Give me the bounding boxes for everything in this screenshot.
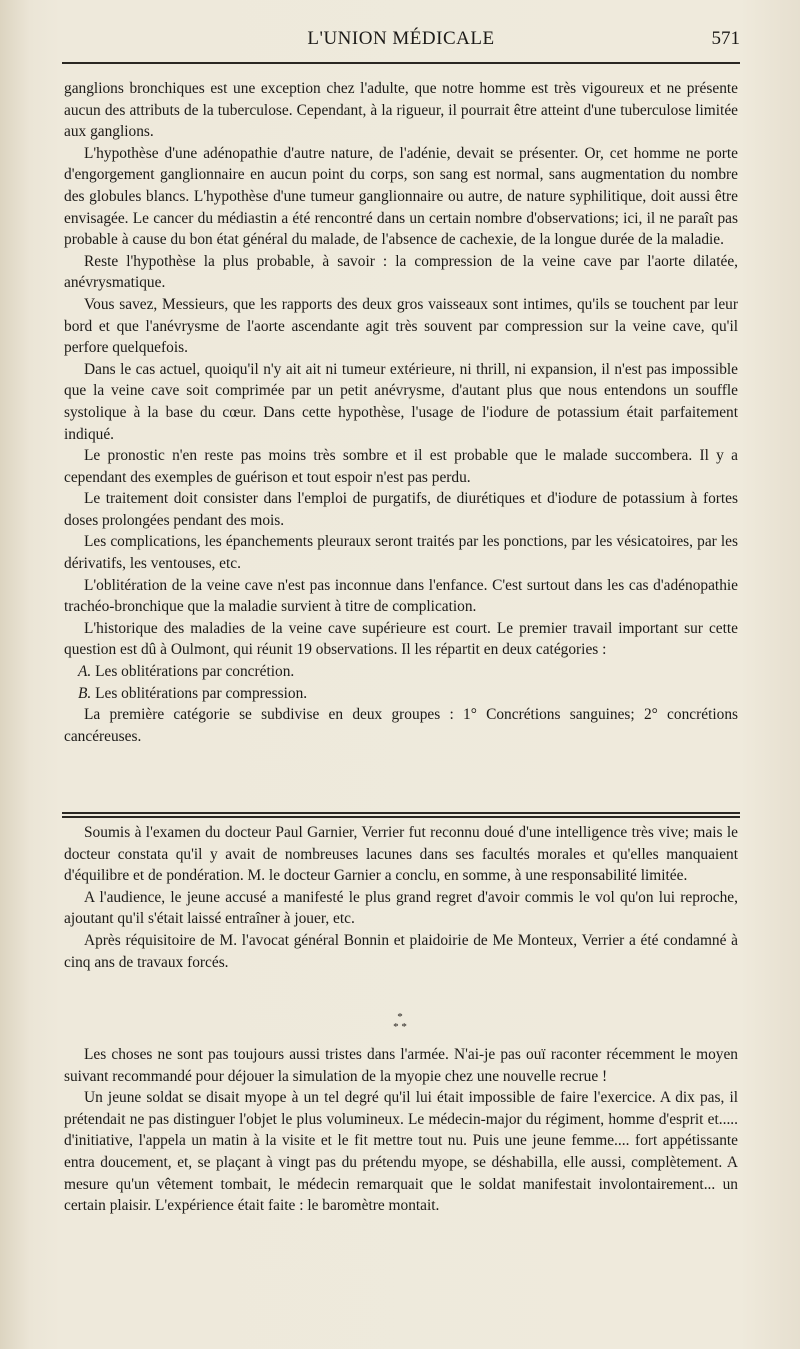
paragraph: Les complications, les épanchements pleuraux seront traités par les ponctions, par les vésicatoires, par les dérivatifs, les ventouses, etc. [64,533,738,573]
paragraph: ganglions bronchiques est une exception chez l'adulte, que notre homme est très vigoureux et ne présente aucun des attributs de la tuberculose. Cependant, à la rigueur, il pourrait être atteint d'une tuberculose limitée aux ganglions. [64,80,738,141]
paragraph: Dans le cas actuel, quoiqu'il n'y ait ait ni tumeur extérieure, ni thrill, ni expansion, il n'est pas impossible que la veine cave soit comprimée par un petit anévrysme, d'autant plus que nous entendons un souffle systolique à la base du cœur. Dans cette hypothèse, l'usage de l'iodure de potassium était parfaitement indiqué. [64,360,738,443]
paragraph: Un jeune soldat se disait myope à un tel degré qu'il lui était impossible de faire l'exercice. A dix pas, il prétendait ne pas distinguer l'objet le plus volumineux. Le médecin-major du régiment, homme d'esprit et..... d'initiative, l'appela un matin à la visite et le fit mettre tout nu. Puis une jeune femme.... fort appétissante entra doucement, et, se plaçant à vingt pas du prétendu myope, se déshabilla, elle aussi, complètement. A mesure qu'un vêtement tombait, le médecin remarquait que le soldat manifestait involontairement... un certain plaisir. L'expérience était faite : le baromètre montait. [64,1089,738,1215]
running-head [62,24,740,52]
list-text: Les oblitérations par compression. [95,684,308,702]
paragraph: L'oblitération de la veine cave n'est pas inconnue dans l'enfance. C'est surtout dans les cas d'adénopathie trachéo-bronchique que la maladie survient à titre de complication. [64,576,738,616]
list-item [64,683,738,705]
asterism [0,1012,800,1032]
paragraph: Les choses ne sont pas toujours aussi tristes dans l'armée. N'ai-je pas ouï raconter récemment le moyen suivant recommandé pour déjouer la simulation de la myopie chez une nouvelle recrue ! [64,1046,738,1085]
paragraph: Le pronostic n'en reste pas moins très sombre et il est probable que le malade succombera. Il y a cependant des exemples de guérison et tout espoir n'est pas perdu. [64,447,738,486]
paragraph: Le traitement doit consister dans l'emploi de purgatifs, de diurétiques et d'iodure de potassium à fortes doses prolongées pendant des mois. [64,490,738,529]
paragraph: Vous savez, Messieurs, que les rapports des deux gros vaisseaux sont intimes, qu'ils se touchent par leur bord et que l'anévrysme de l'aorte ascendante agit très souvent par compression sur la veine cave, qu'il perfore quelquefois. [64,295,738,357]
paragraph: Soumis à l'examen du docteur Paul Garnier, Verrier fut reconnu doué d'une intelligence très vive; mais le docteur constata qu'il y avait de nombreuses lacunes dans ses facultés morales et qu'elles manquaient d'équilibre et de pondération. M. le docteur Garnier a conclu, en somme, à une responsabilité limitée. [64,824,738,885]
asterism-bottom: * * [393,1021,407,1033]
asterism-top: * [397,1011,403,1023]
page-number: 571 [711,28,740,49]
list-text: Les oblitérations par concrétion. [95,663,295,681]
section-divider [62,812,740,818]
article-myopia [64,1044,738,1217]
paragraph: L'historique des maladies de la veine cave supérieure est court. Le premier travail important sur cette question est dû à Oulmont, qui réunit 19 observations. Il les répartit en deux catégories : [64,619,738,659]
paragraph: A l'audience, le jeune accusé a manifesté le plus grand regret d'avoir commis le vol qu'on lui reproche, ajoutant qu'il s'était laissé entraîner à jouer, etc. [64,888,738,928]
list-marker: A. [78,663,92,681]
paragraph: L'hypothèse d'une adénopathie d'autre nature, de l'adénie, devait se présenter. Or, cet homme ne porte d'engorgement ganglionnaire en aucun point du corps, son sang est normal, sans augmentation du nombre des globules blancs. L'hypothèse d'une tumeur ganglionnaire ou autre, de nature syphilitique, doit aussi être envisagée. Le cancer du médiastin a été rencontré dans un certain nombre d'observations; ici, il ne paraît pas probable à cause du bon état général du malade, de l'absence de cachexie, de la longue durée de la maladie. [64,144,738,249]
paragraph: Après réquisitoire de M. l'avocat général Bonnin et plaidoirie de Me Monteux, Verrier a été condamné à cinq ans de travaux forcés. [64,931,738,971]
list-marker: B. [78,684,92,702]
paragraph: La première catégorie se subdivise en deux groupes : 1° Concrétions sanguines; 2° concrétions cancéreuses. [64,706,738,745]
article-verrier [64,822,738,973]
list-item [64,661,738,683]
header-rule [62,62,740,64]
article-vena-cava [64,78,738,747]
journal-title: L'UNION MÉDICALE [307,28,495,49]
paragraph: Reste l'hypothèse la plus probable, à savoir : la compression de la veine cave par l'aorte dilatée, anévrysmatique. [64,252,738,292]
